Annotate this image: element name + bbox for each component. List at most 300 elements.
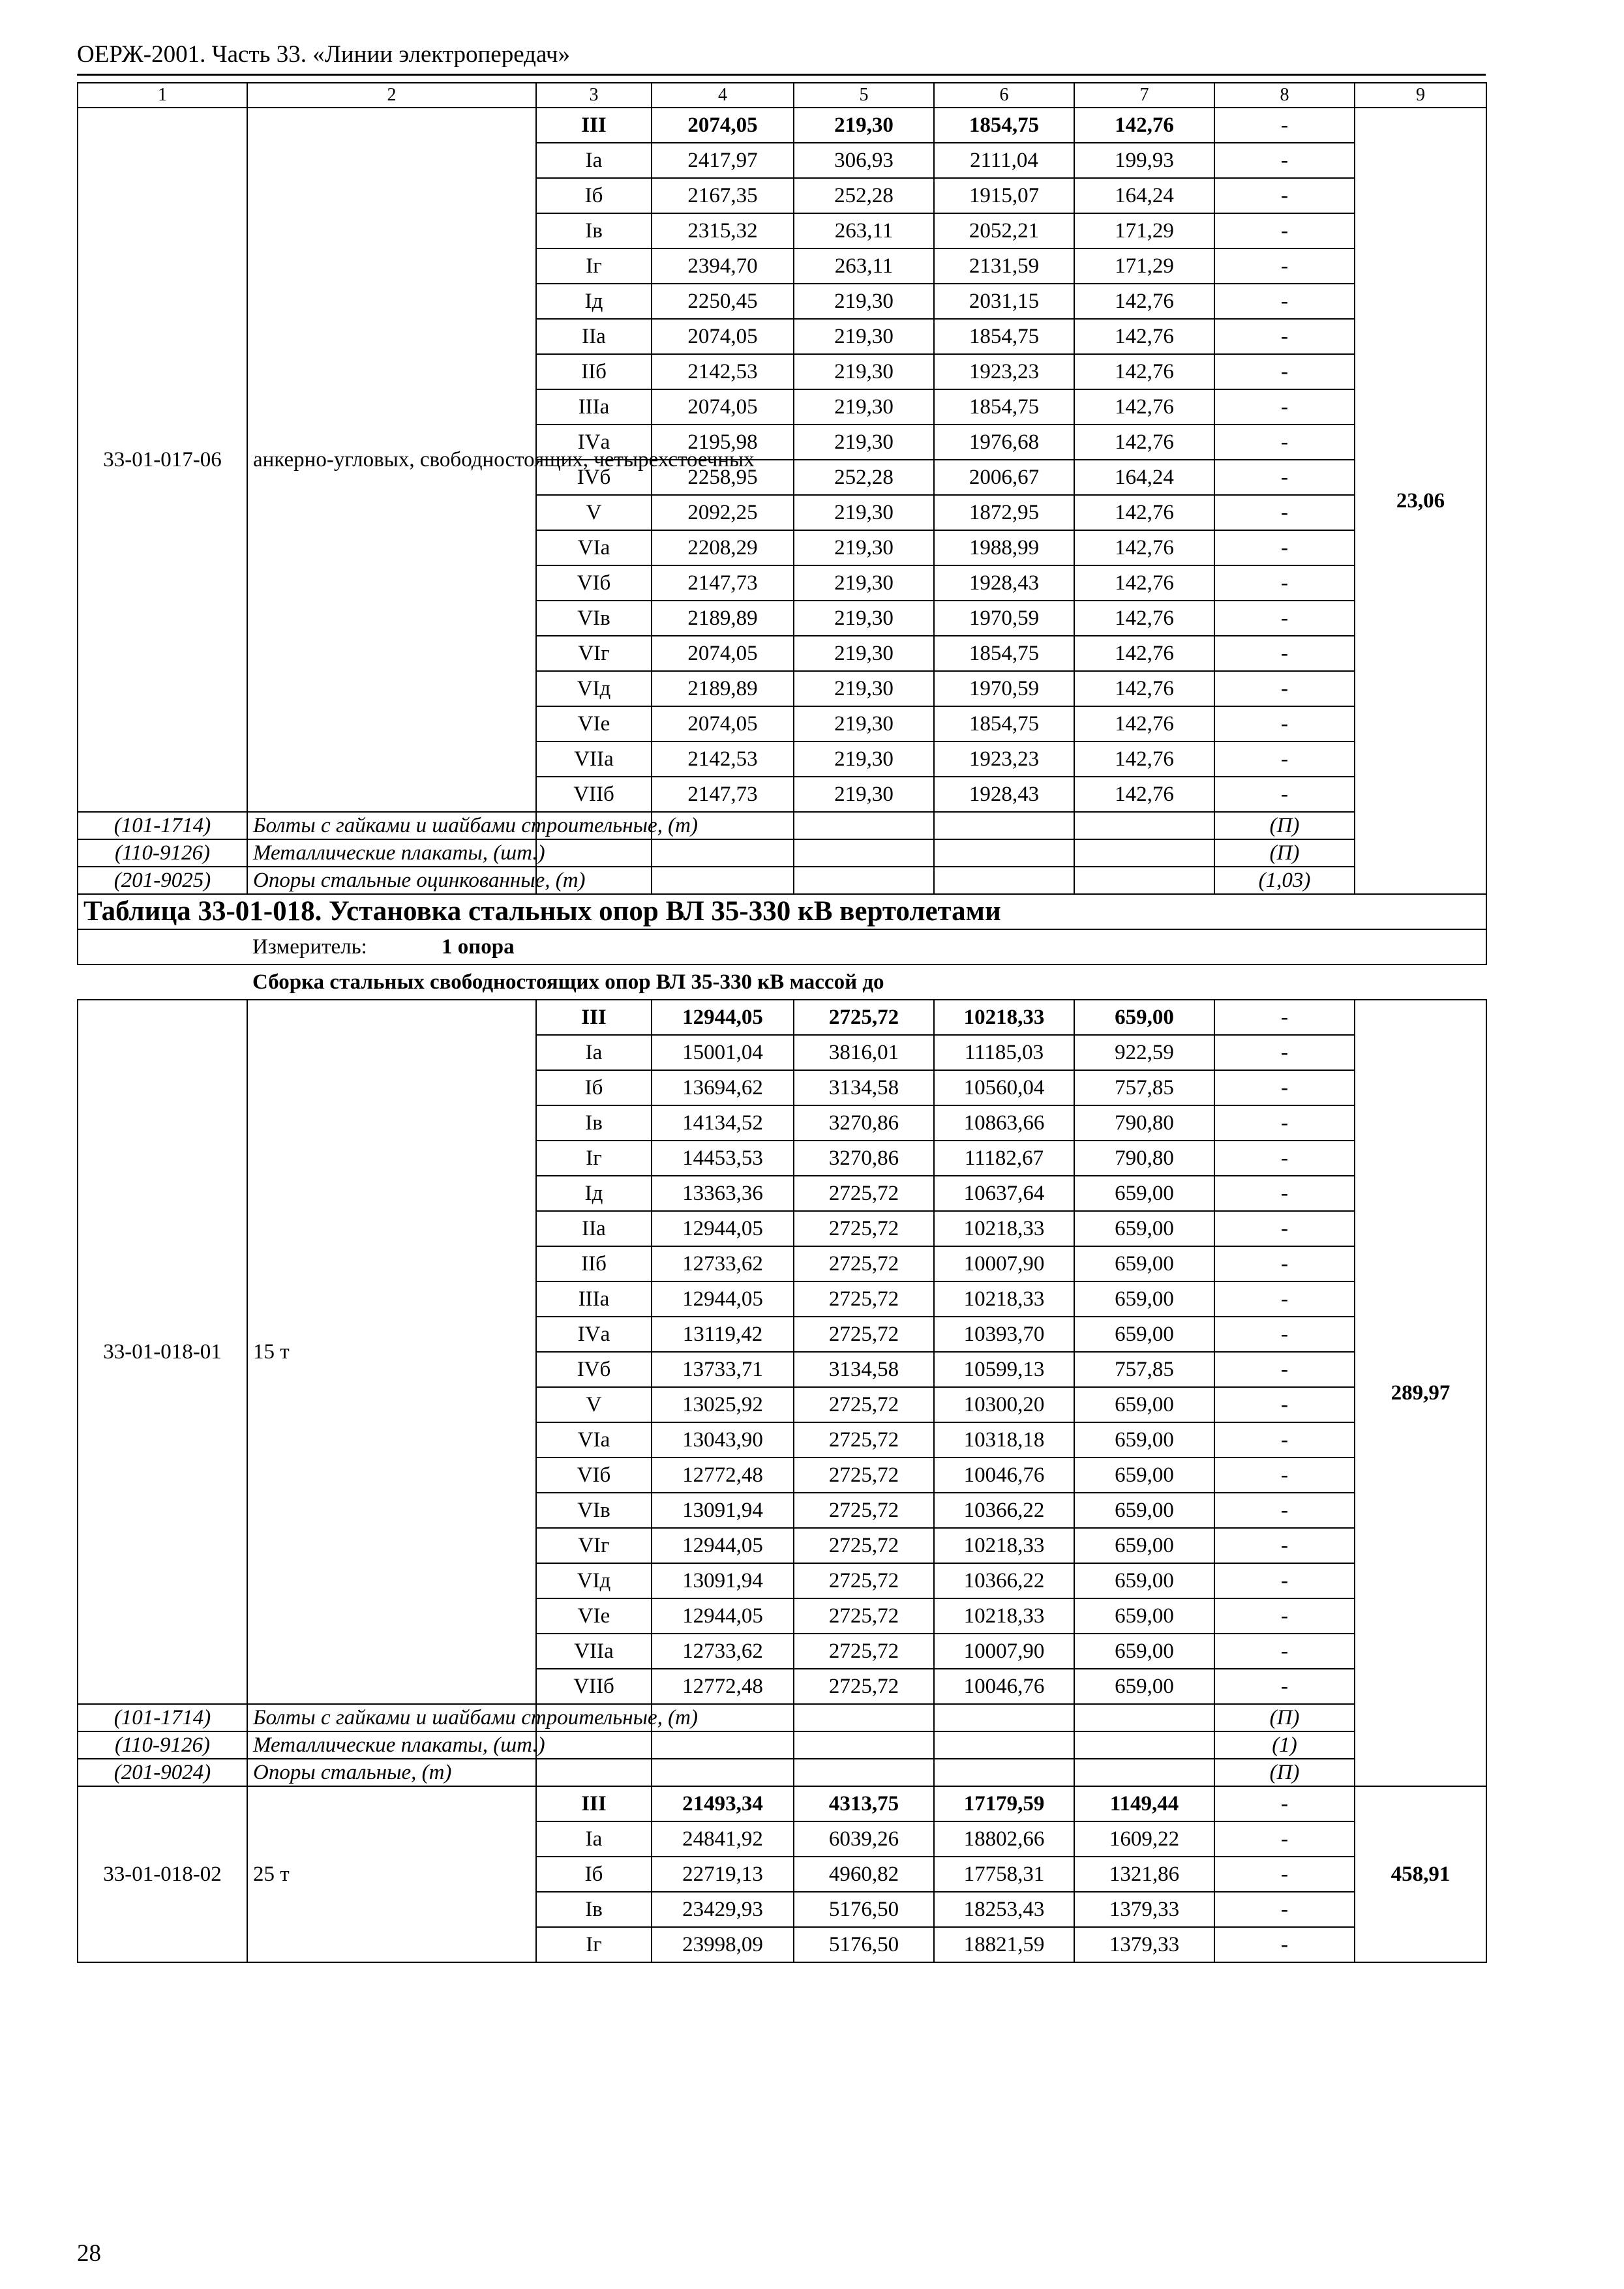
value-cell: 2725,72 (794, 1528, 934, 1563)
value-cell: 10599,13 (934, 1352, 1074, 1387)
value-cell: - (1214, 601, 1355, 636)
value-cell: 10218,33 (934, 1211, 1074, 1246)
section-017-06-col9: 23,06 (1355, 108, 1486, 894)
value-cell: 13119,42 (652, 1317, 794, 1352)
value-cell: 199,93 (1074, 143, 1214, 178)
value-cell: 142,76 (1074, 389, 1214, 425)
value-cell: 2147,73 (652, 777, 794, 812)
column-number: 1 (78, 83, 247, 108)
value-cell: 12944,05 (652, 1000, 794, 1035)
value-cell: 17758,31 (934, 1857, 1074, 1892)
wind-region-cell: Iд (536, 284, 652, 319)
resource-name: Болты с гайками и шайбами строительные, (т) (247, 1704, 536, 1731)
value-cell: 219,30 (794, 389, 934, 425)
value-cell: 142,76 (1074, 284, 1214, 319)
value-cell: 659,00 (1074, 1246, 1214, 1281)
column-number: 9 (1355, 83, 1486, 108)
wind-region-cell: III (536, 1786, 652, 1821)
value-cell: - (1214, 1669, 1355, 1704)
value-cell: 142,76 (1074, 495, 1214, 530)
value-cell: - (1214, 1786, 1355, 1821)
wind-region-cell: Iд (536, 1176, 652, 1211)
value-cell: 2189,89 (652, 601, 794, 636)
value-cell: 1970,59 (934, 601, 1074, 636)
section-018-02-name: 25 т (247, 1786, 536, 1962)
value-cell: 142,76 (1074, 530, 1214, 565)
empty-cell (1074, 1704, 1214, 1731)
value-cell: 2052,21 (934, 213, 1074, 248)
empty-cell (934, 1759, 1074, 1786)
wind-region-cell: IIIа (536, 1281, 652, 1317)
value-cell: 790,80 (1074, 1105, 1214, 1141)
value-cell: 10318,18 (934, 1422, 1074, 1458)
section-018-02-code: 33-01-018-02 (78, 1786, 247, 1962)
value-cell: 659,00 (1074, 1387, 1214, 1422)
value-cell: 219,30 (794, 741, 934, 777)
value-cell: 659,00 (1074, 1000, 1214, 1035)
value-cell: 1854,75 (934, 389, 1074, 425)
value-cell: 659,00 (1074, 1281, 1214, 1317)
value-cell: 219,30 (794, 108, 934, 143)
value-cell: 18253,43 (934, 1892, 1074, 1927)
resource-code: (101-1714) (78, 1704, 247, 1731)
value-cell: 1970,59 (934, 671, 1074, 706)
norms-table (77, 82, 1487, 1963)
value-cell: 659,00 (1074, 1493, 1214, 1528)
value-cell: 1854,75 (934, 319, 1074, 354)
value-cell: 2725,72 (794, 1317, 934, 1352)
value-cell: 17179,59 (934, 1786, 1074, 1821)
wind-region-cell: VIв (536, 1493, 652, 1528)
value-cell: - (1214, 565, 1355, 601)
value-cell: 2006,67 (934, 460, 1074, 495)
value-cell: 2074,05 (652, 389, 794, 425)
value-cell: 2147,73 (652, 565, 794, 601)
value-cell: 142,76 (1074, 671, 1214, 706)
value-cell: 23998,09 (652, 1927, 794, 1962)
resource-name: Металлические плакаты, (шт.) (247, 1731, 536, 1759)
value-cell: 2394,70 (652, 248, 794, 284)
value-cell: 6039,26 (794, 1821, 934, 1857)
value-cell: 219,30 (794, 425, 934, 460)
resource-row (78, 867, 1486, 894)
value-cell: 142,76 (1074, 777, 1214, 812)
value-cell: 12944,05 (652, 1281, 794, 1317)
value-cell: 1854,75 (934, 636, 1074, 671)
value-cell: 171,29 (1074, 248, 1214, 284)
empty-cell (934, 839, 1074, 867)
value-cell: 2189,89 (652, 671, 794, 706)
value-cell: 252,28 (794, 460, 934, 495)
wind-region-cell: Iб (536, 1070, 652, 1105)
section-017-06-name: анкерно-угловых, свободностоящих, четырехстоечных (247, 108, 536, 812)
value-cell: 2725,72 (794, 1211, 934, 1246)
value-cell: 3270,86 (794, 1141, 934, 1176)
value-cell: 142,76 (1074, 354, 1214, 389)
value-cell: 922,59 (1074, 1035, 1214, 1070)
section-017-06-code: 33-01-017-06 (78, 108, 247, 812)
value-cell: 10366,22 (934, 1493, 1074, 1528)
value-cell: 2074,05 (652, 706, 794, 741)
value-cell: 22719,13 (652, 1857, 794, 1892)
value-cell: - (1214, 1598, 1355, 1634)
value-cell: - (1214, 284, 1355, 319)
value-cell: 4960,82 (794, 1857, 934, 1892)
value-cell: 10218,33 (934, 1598, 1074, 1634)
empty-cell (934, 1704, 1074, 1731)
value-cell: 659,00 (1074, 1176, 1214, 1211)
value-cell: 2195,98 (652, 425, 794, 460)
value-cell: 219,30 (794, 601, 934, 636)
value-cell: 1854,75 (934, 706, 1074, 741)
wind-region-cell: VIг (536, 1528, 652, 1563)
value-cell: 10560,04 (934, 1070, 1074, 1105)
resource-row (78, 839, 1486, 867)
value-cell: - (1214, 1141, 1355, 1176)
value-cell: 219,30 (794, 319, 934, 354)
wind-region-cell: VIд (536, 671, 652, 706)
wind-region-cell: Iг (536, 248, 652, 284)
value-cell: 10637,64 (934, 1176, 1074, 1211)
value-cell: 2417,97 (652, 143, 794, 178)
wind-region-cell: V (536, 1387, 652, 1422)
value-cell: 659,00 (1074, 1669, 1214, 1704)
value-cell: 10218,33 (934, 1000, 1074, 1035)
value-cell: - (1214, 1352, 1355, 1387)
empty-cell (1074, 839, 1214, 867)
wind-region-cell: IIб (536, 1246, 652, 1281)
value-cell: 21493,34 (652, 1786, 794, 1821)
value-cell: 2258,95 (652, 460, 794, 495)
value-cell: 252,28 (794, 178, 934, 213)
value-cell: 10366,22 (934, 1563, 1074, 1598)
resource-code: (201-9024) (78, 1759, 247, 1786)
empty-cell (78, 929, 247, 965)
value-cell: 757,85 (1074, 1352, 1214, 1387)
value-cell: - (1214, 706, 1355, 741)
wind-region-cell: III (536, 1000, 652, 1035)
value-cell: - (1214, 1422, 1355, 1458)
value-cell: 10046,76 (934, 1669, 1074, 1704)
value-cell: 790,80 (1074, 1141, 1214, 1176)
value-cell: 1928,43 (934, 777, 1074, 812)
empty-cell (934, 1731, 1074, 1759)
value-cell: 3134,58 (794, 1352, 934, 1387)
value-cell: 2725,72 (794, 1669, 934, 1704)
value-cell: 1928,43 (934, 565, 1074, 601)
value-cell: 142,76 (1074, 706, 1214, 741)
value-cell: 18821,59 (934, 1927, 1074, 1962)
value-cell: 23429,93 (652, 1892, 794, 1927)
value-cell: - (1214, 108, 1355, 143)
value-cell: - (1214, 178, 1355, 213)
value-cell: 12772,48 (652, 1669, 794, 1704)
wind-region-cell: Iг (536, 1141, 652, 1176)
value-cell: - (1214, 1493, 1355, 1528)
empty-cell (536, 839, 652, 867)
section-018-01-row (78, 1000, 1486, 1035)
wind-region-cell: Iв (536, 1105, 652, 1141)
wind-region-cell: V (536, 495, 652, 530)
value-cell: 2725,72 (794, 1422, 934, 1458)
wind-region-cell: VIб (536, 1458, 652, 1493)
wind-region-cell: Iа (536, 143, 652, 178)
empty-cell (536, 1731, 652, 1759)
resource-value: (1) (1214, 1731, 1355, 1759)
value-cell: 1923,23 (934, 741, 1074, 777)
resource-value: (П) (1214, 1704, 1355, 1731)
value-cell: 2208,29 (652, 530, 794, 565)
wind-region-cell: Iа (536, 1035, 652, 1070)
wind-region-cell: IIа (536, 319, 652, 354)
value-cell: 12944,05 (652, 1211, 794, 1246)
value-cell: 10863,66 (934, 1105, 1074, 1141)
empty-cell (934, 812, 1074, 839)
value-cell: 142,76 (1074, 425, 1214, 460)
wind-region-cell: VIб (536, 565, 652, 601)
value-cell: 12733,62 (652, 1246, 794, 1281)
empty-cell (794, 1759, 934, 1786)
column-number: 5 (794, 83, 934, 108)
value-cell: 219,30 (794, 706, 934, 741)
value-cell: 13025,92 (652, 1387, 794, 1422)
value-cell: 13733,71 (652, 1352, 794, 1387)
value-cell: 659,00 (1074, 1563, 1214, 1598)
wind-region-cell: IVа (536, 425, 652, 460)
value-cell: 2142,53 (652, 741, 794, 777)
page-number: 28 (77, 2240, 101, 2267)
value-cell: 659,00 (1074, 1458, 1214, 1493)
value-cell: 2725,72 (794, 1000, 934, 1035)
value-cell: 1976,68 (934, 425, 1074, 460)
resource-code: (201-9025) (78, 867, 247, 894)
value-cell: 263,11 (794, 213, 934, 248)
value-cell: 5176,50 (794, 1927, 934, 1962)
resource-code: (110-9126) (78, 1731, 247, 1759)
wind-region-cell: Iа (536, 1821, 652, 1857)
value-cell: 1988,99 (934, 530, 1074, 565)
wind-region-cell: VIIа (536, 1634, 652, 1669)
value-cell: 2725,72 (794, 1634, 934, 1669)
value-cell: 12944,05 (652, 1598, 794, 1634)
value-cell: 142,76 (1074, 108, 1214, 143)
value-cell: 11185,03 (934, 1035, 1074, 1070)
value-cell: 142,76 (1074, 636, 1214, 671)
resource-value: (П) (1214, 839, 1355, 867)
resource-name: Болты с гайками и шайбами строительные, (т) (247, 812, 536, 839)
value-cell: 13091,94 (652, 1493, 794, 1528)
value-cell: 219,30 (794, 777, 934, 812)
value-cell: 24841,92 (652, 1821, 794, 1857)
value-cell: 1854,75 (934, 108, 1074, 143)
value-cell: - (1214, 741, 1355, 777)
wind-region-cell: VIа (536, 1422, 652, 1458)
table-title-row (78, 894, 1486, 929)
value-cell: - (1214, 213, 1355, 248)
value-cell: - (1214, 389, 1355, 425)
value-cell: - (1214, 1246, 1355, 1281)
empty-cell (794, 1704, 934, 1731)
value-cell: 13694,62 (652, 1070, 794, 1105)
resource-value: (1,03) (1214, 867, 1355, 894)
measure-value: 1 опора (442, 935, 515, 959)
value-cell: - (1214, 1070, 1355, 1105)
value-cell: 4313,75 (794, 1786, 934, 1821)
value-cell: 10393,70 (934, 1317, 1074, 1352)
section-018-02-col9: 458,91 (1355, 1786, 1486, 1962)
value-cell: - (1214, 460, 1355, 495)
value-cell: 1872,95 (934, 495, 1074, 530)
resource-row (78, 1731, 1486, 1759)
value-cell: 3816,01 (794, 1035, 934, 1070)
value-cell: 13363,36 (652, 1176, 794, 1211)
value-cell: 219,30 (794, 495, 934, 530)
value-cell: - (1214, 1634, 1355, 1669)
resource-name: Опоры стальные оцинкованные, (т) (247, 867, 536, 894)
resource-code: (101-1714) (78, 812, 247, 839)
resource-code: (110-9126) (78, 839, 247, 867)
section-018-01-code: 33-01-018-01 (78, 1000, 247, 1704)
value-cell: 171,29 (1074, 213, 1214, 248)
value-cell: - (1214, 143, 1355, 178)
value-cell: 3270,86 (794, 1105, 934, 1141)
value-cell: 2725,72 (794, 1458, 934, 1493)
resource-name: Металлические плакаты, (шт.) (247, 839, 536, 867)
section-018-02-row (78, 1786, 1486, 1821)
value-cell: 2250,45 (652, 284, 794, 319)
value-cell: - (1214, 248, 1355, 284)
resource-row (78, 1759, 1486, 1786)
value-cell: 2725,72 (794, 1387, 934, 1422)
value-cell: 2725,72 (794, 1563, 934, 1598)
value-cell: 306,93 (794, 143, 934, 178)
empty-cell (794, 1731, 934, 1759)
value-cell: - (1214, 1821, 1355, 1857)
section-018-01-col9: 289,97 (1355, 1000, 1486, 1786)
empty-cell (794, 839, 934, 867)
column-number-row (78, 83, 1486, 108)
group-title: Сборка стальных свободностоящих опор ВЛ 35-330 кВ массой до (247, 965, 1486, 1000)
wind-region-cell: IVа (536, 1317, 652, 1352)
resource-name: Опоры стальные, (т) (247, 1759, 536, 1786)
value-cell: - (1214, 1458, 1355, 1493)
value-cell: - (1214, 1000, 1355, 1035)
wind-region-cell: VIIб (536, 777, 652, 812)
measure-row (78, 929, 1486, 965)
value-cell: 2725,72 (794, 1493, 934, 1528)
value-cell: 142,76 (1074, 565, 1214, 601)
value-cell: 164,24 (1074, 460, 1214, 495)
empty-cell (1074, 867, 1214, 894)
value-cell: - (1214, 636, 1355, 671)
value-cell: 757,85 (1074, 1070, 1214, 1105)
wind-region-cell: VIг (536, 636, 652, 671)
empty-cell (1074, 812, 1214, 839)
value-cell: 10007,90 (934, 1246, 1074, 1281)
value-cell: 2725,72 (794, 1281, 934, 1317)
value-cell: 263,11 (794, 248, 934, 284)
empty-cell (1074, 1759, 1214, 1786)
wind-region-cell: Iв (536, 213, 652, 248)
wind-region-cell: VIIа (536, 741, 652, 777)
section-018-01-name: 15 т (247, 1000, 536, 1704)
wind-region-cell: VIе (536, 706, 652, 741)
value-cell: 219,30 (794, 671, 934, 706)
table-body (78, 83, 1486, 1962)
value-cell: 10218,33 (934, 1528, 1074, 1563)
value-cell: 2111,04 (934, 143, 1074, 178)
value-cell: - (1214, 671, 1355, 706)
empty-cell (652, 1731, 794, 1759)
value-cell: 12772,48 (652, 1458, 794, 1493)
column-number: 3 (536, 83, 652, 108)
resource-row (78, 812, 1486, 839)
wind-region-cell: IIа (536, 1211, 652, 1246)
column-number: 6 (934, 83, 1074, 108)
value-cell: 13091,94 (652, 1563, 794, 1598)
value-cell: 2315,32 (652, 213, 794, 248)
column-number: 4 (652, 83, 794, 108)
empty-cell (794, 812, 934, 839)
empty-cell (652, 839, 794, 867)
measure-label: Измеритель: (252, 935, 367, 959)
value-cell: - (1214, 1317, 1355, 1352)
group-title-row (78, 965, 1486, 1000)
value-cell: 2074,05 (652, 319, 794, 354)
value-cell: 219,30 (794, 565, 934, 601)
empty-cell (652, 1759, 794, 1786)
value-cell: 10007,90 (934, 1634, 1074, 1669)
value-cell: - (1214, 319, 1355, 354)
value-cell: - (1214, 1176, 1355, 1211)
column-number: 8 (1214, 83, 1355, 108)
value-cell: 14453,53 (652, 1141, 794, 1176)
value-cell: 11182,67 (934, 1141, 1074, 1176)
value-cell: - (1214, 1281, 1355, 1317)
value-cell: 219,30 (794, 284, 934, 319)
value-cell: 164,24 (1074, 178, 1214, 213)
value-cell: - (1214, 1528, 1355, 1563)
value-cell: 10300,20 (934, 1387, 1074, 1422)
empty-cell (934, 867, 1074, 894)
section-017-06-row (78, 108, 1486, 143)
value-cell: 2074,05 (652, 636, 794, 671)
wind-region-cell: VIд (536, 1563, 652, 1598)
value-cell: - (1214, 1927, 1355, 1962)
value-cell: 2142,53 (652, 354, 794, 389)
value-cell: 12944,05 (652, 1528, 794, 1563)
value-cell: 14134,52 (652, 1105, 794, 1141)
value-cell: 659,00 (1074, 1598, 1214, 1634)
value-cell: - (1214, 1563, 1355, 1598)
value-cell: 1149,44 (1074, 1786, 1214, 1821)
value-cell: 5176,50 (794, 1892, 934, 1927)
empty-cell (78, 965, 247, 1000)
value-cell: 219,30 (794, 530, 934, 565)
value-cell: 10218,33 (934, 1281, 1074, 1317)
value-cell: 2031,15 (934, 284, 1074, 319)
wind-region-cell: IIб (536, 354, 652, 389)
value-cell: 10046,76 (934, 1458, 1074, 1493)
value-cell: 142,76 (1074, 319, 1214, 354)
value-cell: 18802,66 (934, 1821, 1074, 1857)
value-cell: - (1214, 1892, 1355, 1927)
wind-region-cell: Iг (536, 1927, 652, 1962)
empty-cell (794, 867, 934, 894)
value-cell: - (1214, 1857, 1355, 1892)
value-cell: 3134,58 (794, 1070, 934, 1105)
column-number: 2 (247, 83, 536, 108)
